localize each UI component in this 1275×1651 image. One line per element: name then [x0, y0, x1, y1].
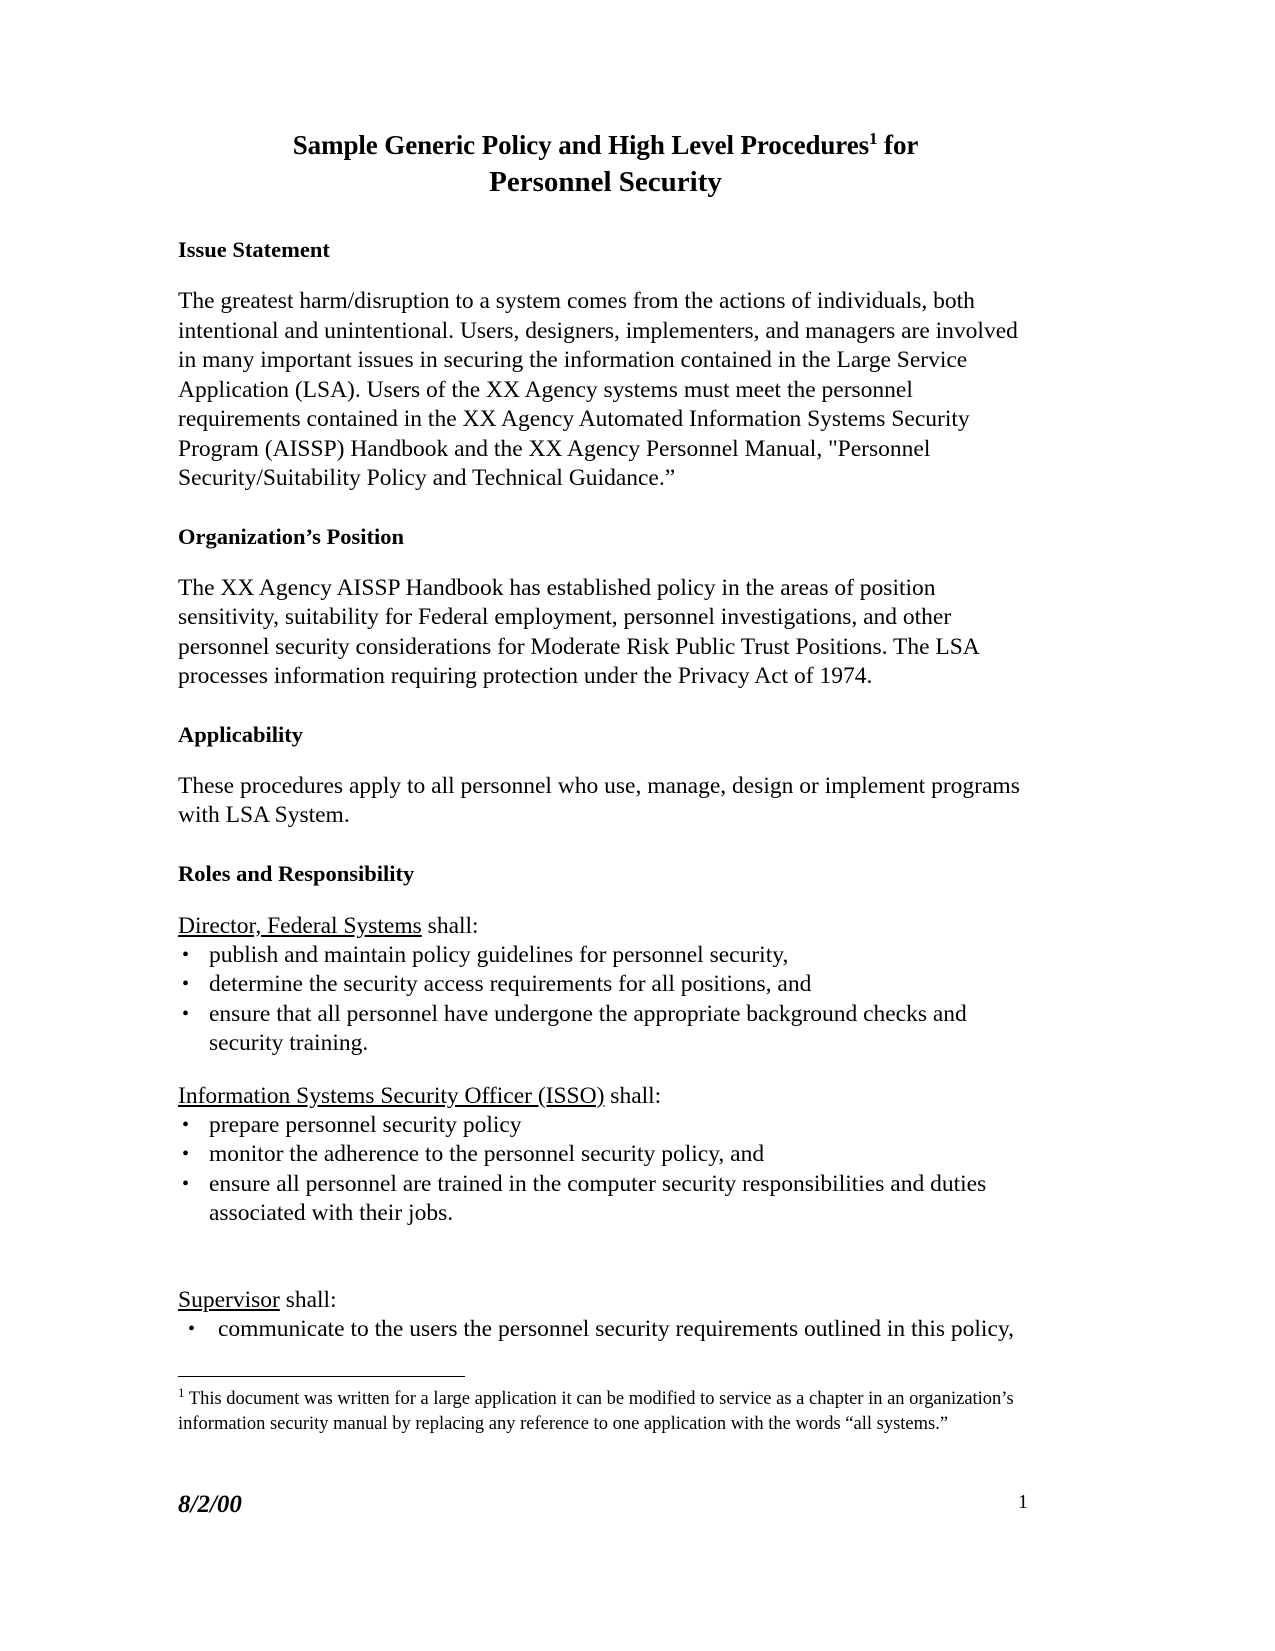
document-title-suffix: for — [877, 130, 919, 160]
spacer — [178, 889, 1033, 911]
spacer — [178, 201, 1033, 235]
list-item-text: ensure that all personnel have undergone the appropriate background checks and security training. — [209, 1000, 967, 1056]
bullet-icon: • — [182, 943, 190, 966]
list-item-text: ensure all personnel are trained in the computer security responsibilities and duties associated with their jobs. — [209, 1170, 987, 1226]
bullet-icon: • — [182, 1113, 190, 1136]
paragraph-organizations-position: The XX Agency AISSP Handbook has established policy in the areas of position sensitivity, suitability for Federal employment, personnel investigations, and other personnel security considerations for Moderate Risk Public Trust Positions. The LSA processes information requiring protection under the Privacy Act of 1974. — [178, 574, 979, 689]
heading-roles-and-responsibility: Roles and Responsibility — [178, 860, 415, 886]
role-title-isso: Information Systems Security Officer (ISSO) — [178, 1082, 605, 1109]
bullet-icon: • — [182, 973, 190, 995]
footer-page-number: 1 — [1018, 1491, 1028, 1513]
role-heading-supervisor — [178, 1285, 1033, 1315]
list-item — [178, 1000, 1033, 1059]
document-title-line-2: Personnel Security — [489, 166, 722, 198]
role-heading-director-federal-systems — [178, 911, 1033, 941]
title-footnote-reference: 1 — [869, 129, 878, 148]
list-item-text: prepare personnel security policy — [209, 1111, 522, 1138]
spacer — [178, 265, 1033, 287]
spacer — [178, 1059, 1033, 1081]
document-content — [178, 128, 1033, 1344]
footer-date: 8/2/00 — [178, 1491, 242, 1518]
footnote-body: This document was written for a large application it can be modified to service as a chapter in an organization’s information security manual by replacing any reference to one application with the words “all systems.” — [178, 1389, 1014, 1434]
footnote-number: 1 — [178, 1384, 185, 1400]
role-title-supervisor: Supervisor — [178, 1286, 280, 1313]
bullet-list-supervisor — [178, 1315, 1033, 1345]
role-suffix: shall: — [604, 1082, 662, 1109]
spacer — [178, 692, 1033, 720]
bullet-icon: • — [182, 1143, 190, 1165]
list-item-text: monitor the adherence to the personnel security policy, and — [209, 1141, 765, 1167]
footnote-area — [178, 1376, 1038, 1437]
heading-organizations-position: Organization’s Position — [178, 523, 405, 549]
role-suffix: shall: — [421, 912, 479, 939]
bullet-icon: • — [188, 1317, 196, 1340]
heading-applicability: Applicability — [178, 721, 304, 747]
document-title-block — [178, 128, 1033, 201]
paragraph-issue-statement: The greatest harm/disruption to a system comes from the actions of individuals, both intentional and unintentional. Users, designers, implementers, and managers are involved in many important issues in securing the information contained in the Large Service Application (LSA). Users of the XX Agency systems must meet the personnel requirements contained in the XX Agency Automated Information Systems Security Program (AISSP) Handbook and the XX Agency Personnel Manual, "Personnel Security/Suitability Policy and Technical Guidance.” — [178, 288, 1018, 491]
role-heading-isso — [178, 1081, 1033, 1111]
spacer — [178, 494, 1033, 522]
document-title-main: Sample Generic Policy and High Level Procedures — [292, 130, 869, 160]
role-suffix: shall: — [279, 1286, 337, 1313]
footnote-text — [178, 1384, 1038, 1437]
bullet-icon: • — [182, 1002, 190, 1025]
bullet-list-director-federal-systems — [178, 941, 1033, 1059]
list-item — [178, 1315, 1033, 1345]
footnote-separator-rule — [178, 1376, 465, 1377]
bullet-list-isso — [178, 1111, 1033, 1229]
list-item — [178, 1111, 1033, 1141]
spacer — [178, 1229, 1033, 1285]
spacer — [178, 750, 1033, 772]
list-item-text: communicate to the users the personnel security requirements outlined in this policy, — [218, 1315, 1014, 1342]
spacer — [178, 831, 1033, 859]
list-item — [178, 1140, 1033, 1170]
list-item-text: publish and maintain policy guidelines for personnel security, — [209, 941, 789, 968]
role-title-director-federal-systems: Director, Federal Systems — [178, 912, 422, 939]
spacer — [178, 552, 1033, 574]
bullet-icon: • — [182, 1172, 190, 1195]
list-item — [178, 970, 1033, 1000]
paragraph-applicability: These procedures apply to all personnel who use, manage, design or implement programs with LSA System. — [178, 772, 1020, 828]
list-item — [178, 941, 1033, 971]
heading-issue-statement: Issue Statement — [178, 237, 330, 262]
document-title-line-1 — [178, 128, 1033, 163]
list-item-text: determine the security access requirements for all positions, and — [209, 971, 812, 997]
list-item — [178, 1170, 1033, 1229]
